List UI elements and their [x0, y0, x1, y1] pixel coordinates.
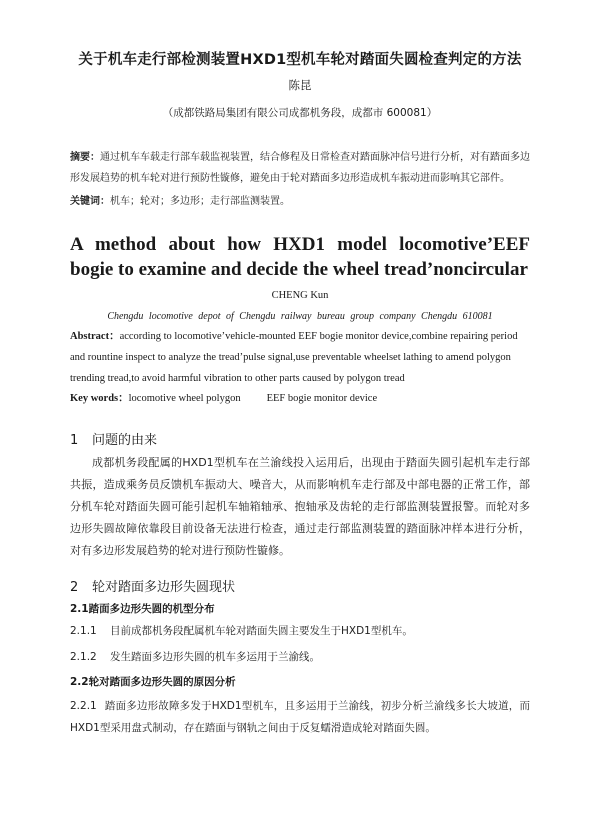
- item-2-1-2-text: 发生踏面多边形失圆的机车多运用于兰渝线。: [110, 651, 320, 663]
- english-abstract-text: according to locomotive’vehicle-mounted EEF bogie monitor device,combine repairing period and rountine inspect to analyze the tread’pulse signal,use preventable wheelset lathing to amend polygon trending tread,to avoid harmful vibration to other parts caused by polygon tread: [70, 331, 518, 384]
- english-affiliation: Chengdu locomotive depot of Chengdu railway bureau group company Chengdu 610081: [107, 311, 493, 322]
- item-2-1-1: [70, 620, 530, 642]
- item-2-1-2: [70, 646, 530, 668]
- section-1-number: 1: [70, 433, 79, 448]
- item-2-2-1-text: 踏面多边形故障多发于HXD1型机车，且多运用于兰渝线，初步分析兰渝线多长大坡道，而HXD1型采用盘式制动，存在踏面与钢轨之间由于反复蠕滑造成轮对踏面失圆。: [70, 700, 530, 734]
- section-2-heading: [70, 576, 530, 595]
- item-2-1-1-text: 目前成都机务段配属机车轮对踏面失圆主要发生于HXD1型机车。: [110, 625, 413, 637]
- section-1-paragraph: 成都机务段配属的HXD1型机车在兰渝线投入运用后，出现由于踏面失圆引起机车走行部共振，造成乘务员反馈机车振动大、噪音大，从而影响机车走行部及中部电器的正常工作，部分机车轮对踏面失圆可能引起机车轴箱轴承、抱轴承及齿轮的走行部监测装置报警。而轮对多边形失圆故障依靠段目前设备无法进行检查，通过走行部监测装置的踏面脉冲样本进行分析，对有多边形发展趋势的轮对进行预防性镟修。: [70, 456, 530, 557]
- english-abstract: [70, 326, 530, 389]
- item-2-2-1-number: 2.2.1: [70, 700, 97, 712]
- item-2-1-1-number: 2.1.1: [70, 625, 97, 637]
- english-keyword-2: EEF bogie monitor device: [266, 393, 378, 404]
- section-1-heading: [70, 429, 530, 448]
- section-2-title: 轮对踏面多边形失圆现状: [92, 580, 236, 595]
- item-2-2-1: [70, 695, 530, 739]
- english-keywords-label: Key words：: [70, 393, 129, 404]
- subsection-2-2-heading: 2.2轮对踏面多边形失圆的原因分析: [70, 676, 236, 688]
- english-title: A method about how HXD1 model locomotive’EEF bogie to examine and decide the wheel tread’noncircular: [70, 234, 530, 280]
- english-abstract-label: Abstract：: [70, 331, 120, 342]
- section-2-number: 2: [70, 580, 79, 595]
- chinese-title: 关于机车走行部检测装置HXD1型机车轮对踏面失圆检查判定的方法: [78, 52, 522, 68]
- english-author: CHENG Kun: [271, 290, 329, 301]
- chinese-keywords-text: 机车；轮对；多边形；走行部监测装置。: [110, 196, 290, 207]
- chinese-abstract-label: 摘要：: [70, 152, 100, 163]
- section-1-title: 问题的由来: [92, 433, 158, 448]
- subsection-2-1-heading: 2.1踏面多边形失圆的机型分布: [70, 603, 215, 615]
- chinese-abstract: [70, 147, 530, 189]
- chinese-keywords-label: 关键词：: [70, 196, 110, 207]
- chinese-author: 陈昆: [288, 78, 312, 92]
- chinese-abstract-text: 通过机车车载走行部车载监视装置，结合修程及日常检查对踏面脉冲信号进行分析，对有踏面多边形发展趋势的机车轮对进行预防性镟修，避免由于轮对踏面多边形造成机车振动进而影响其它部件。: [70, 152, 530, 184]
- chinese-keywords: [70, 191, 530, 212]
- english-keyword-1: locomotive wheel polygon: [128, 393, 241, 404]
- item-2-1-2-number: 2.1.2: [70, 651, 97, 663]
- english-keywords: [70, 389, 530, 409]
- paper-page: [0, 48, 600, 821]
- chinese-affiliation: （成都铁路局集团有限公司成都机务段，成都市 600081）: [162, 107, 438, 119]
